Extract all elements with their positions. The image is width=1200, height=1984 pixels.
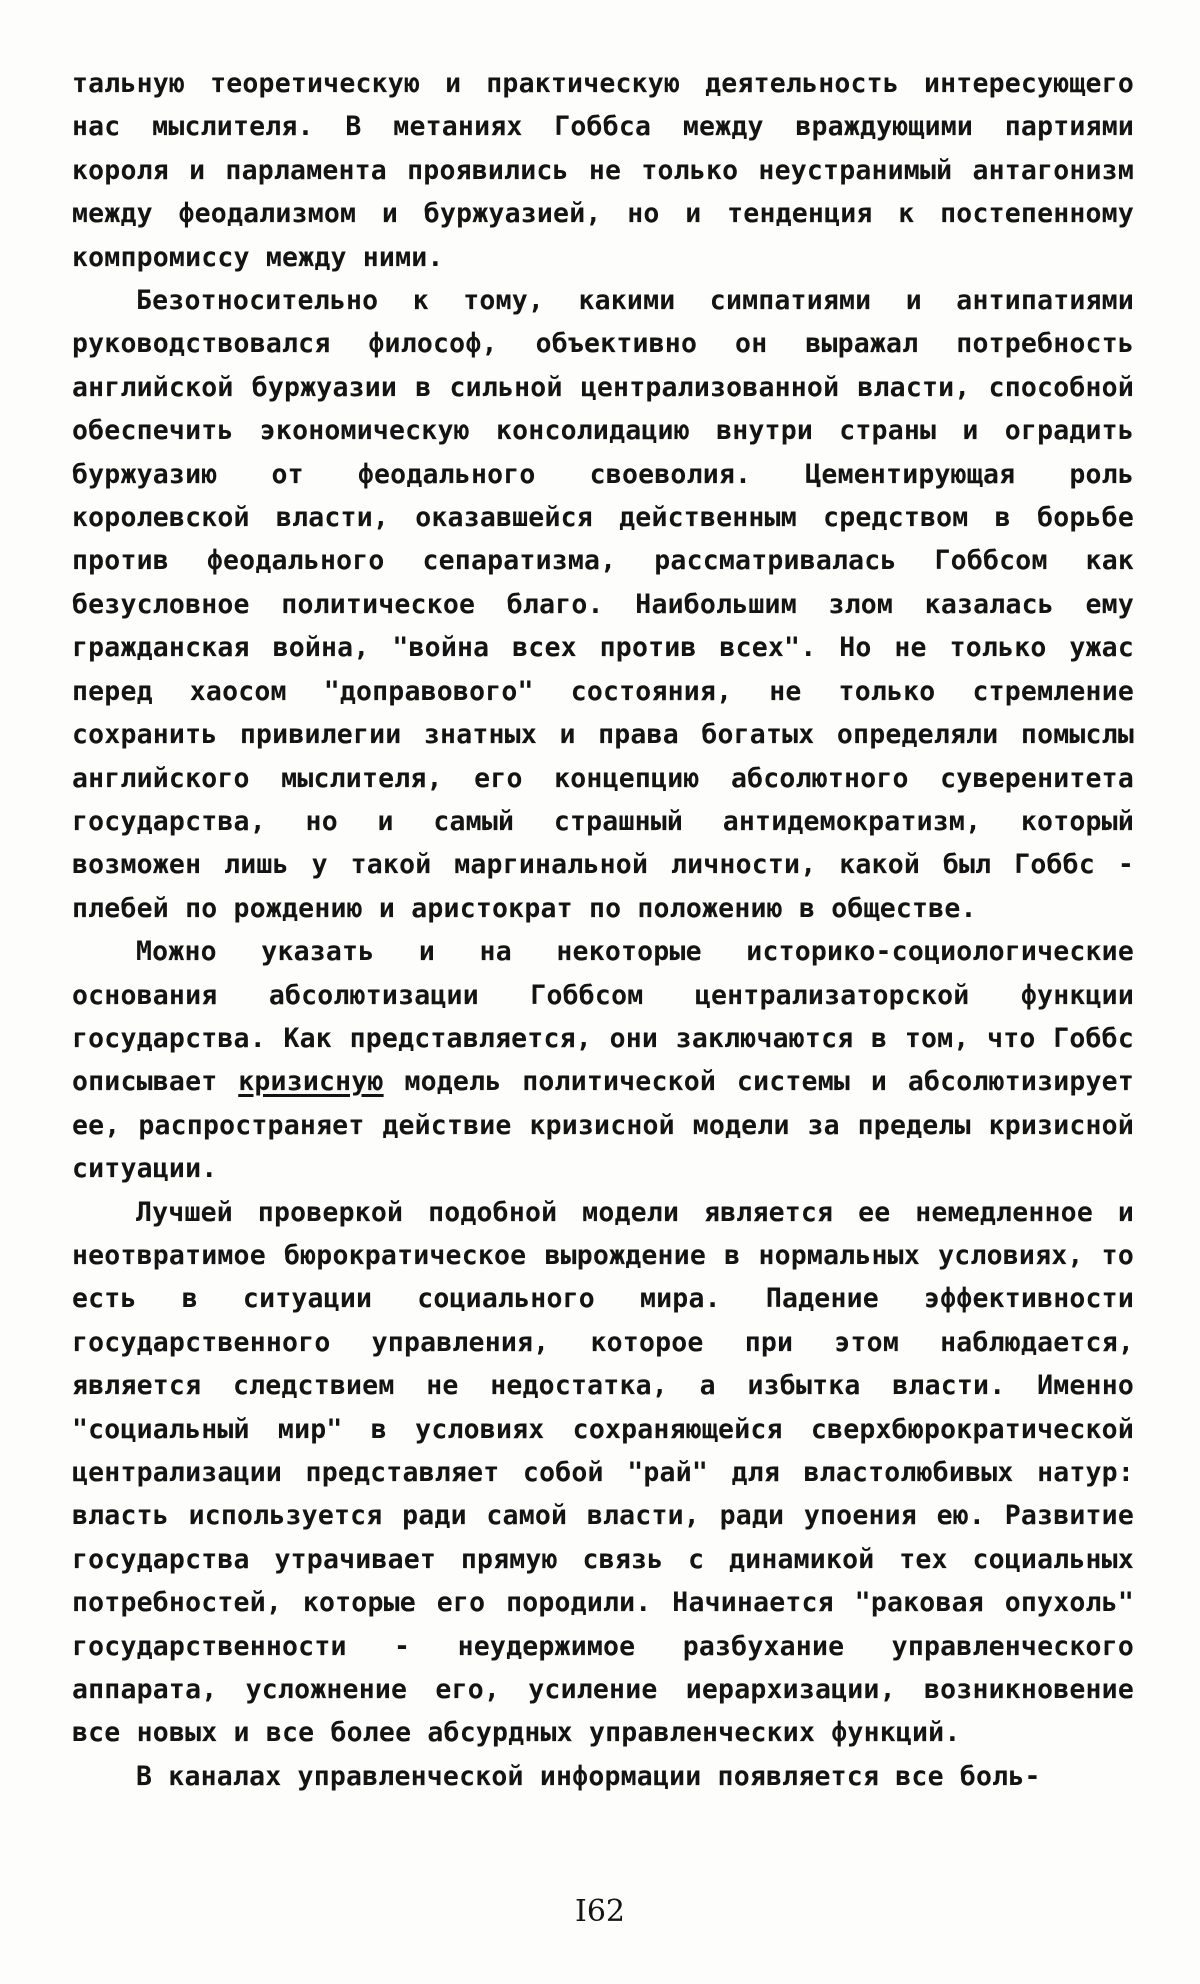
underlined-word: кризисную: [238, 1066, 384, 1098]
paragraph-3-text-before: Можно указать и на некоторые историко-социологические основания абсолютизации Гоббсом централизаторской функции государства. Как представляется, они заключаются в том, что Гоббс описывает: [72, 936, 1134, 1098]
paragraph-4: Лучшей проверкой подобной модели является ее немедленное и неотвратимое бюрократическое вырождение в нормальных условиях, то есть в ситуации социального мира. Падение эффективности государственного управления, которое при этом наблюдается, является следствием не недостатка, а избытка власти. Именно "социальный мир" в условиях сохраняющейся сверхбюрократической централизации представляет собой "рай" для властолюбивых натур: власть используется ради самой власти, ради упоения ею. Развитие государства утрачивает прямую связь с динамикой тех социальных потребностей, которые его породили. Начинается "раковая опухоль" государственности - неудержимое разбухание управленческого аппарата, усложнение его, усиление иерархизации, возникновение все новых и все более абсурдных управленческих функций.: [72, 1196, 1134, 1749]
paragraph-2: Безотносительно к тому, какими симпатиями и антипатиями руководствовался философ, объективно он выражал потребность английской буржуазии в сильной централизованной власти, способной обеспечить экономическую консолидацию внутри страны и оградить буржуазию от феодального своеволия. Цементирующая роль королевской власти, оказавшейся действенным средством в борьбе против феодального сепаратизма, рассматривалась Гоббсом как безусловное политическое благо. Наибольшим злом казалась ему гражданская война, "война всех против всех". Но не только ужас перед хаосом "доправового" состояния, не только стремление сохранить привилегии знатных и права богатых определяли помыслы английского мыслителя, его концепцию абсолютного суверенитета государства, но и самый страшный антидемократизм, который возможен лишь у такой маргинальной личности, какой был Гоббс - плебей по рождению и аристократ по положению в обществе.: [72, 285, 1134, 924]
page-number: I62: [574, 1894, 626, 1929]
body-text: [72, 62, 1134, 1798]
paragraph-5: В каналах управленческой информации появляется все боль-: [136, 1760, 1041, 1792]
paragraph-3: [72, 930, 1134, 1190]
paragraph-3-text-after: модель политической системы и абсолютизирует ее, распространяет действие кризисной модели за пределы кризисной ситуации.: [72, 1066, 1134, 1185]
paragraph-1: тальную теоретическую и практическую деятельность интересующего нас мыслителя. В метаниях Гоббса между враждующими партиями короля и парламента проявились не только неустранимый антагонизм между феодализмом и буржуазией, но и тенденция к постепенному компромиссу между ними.: [72, 68, 1134, 273]
